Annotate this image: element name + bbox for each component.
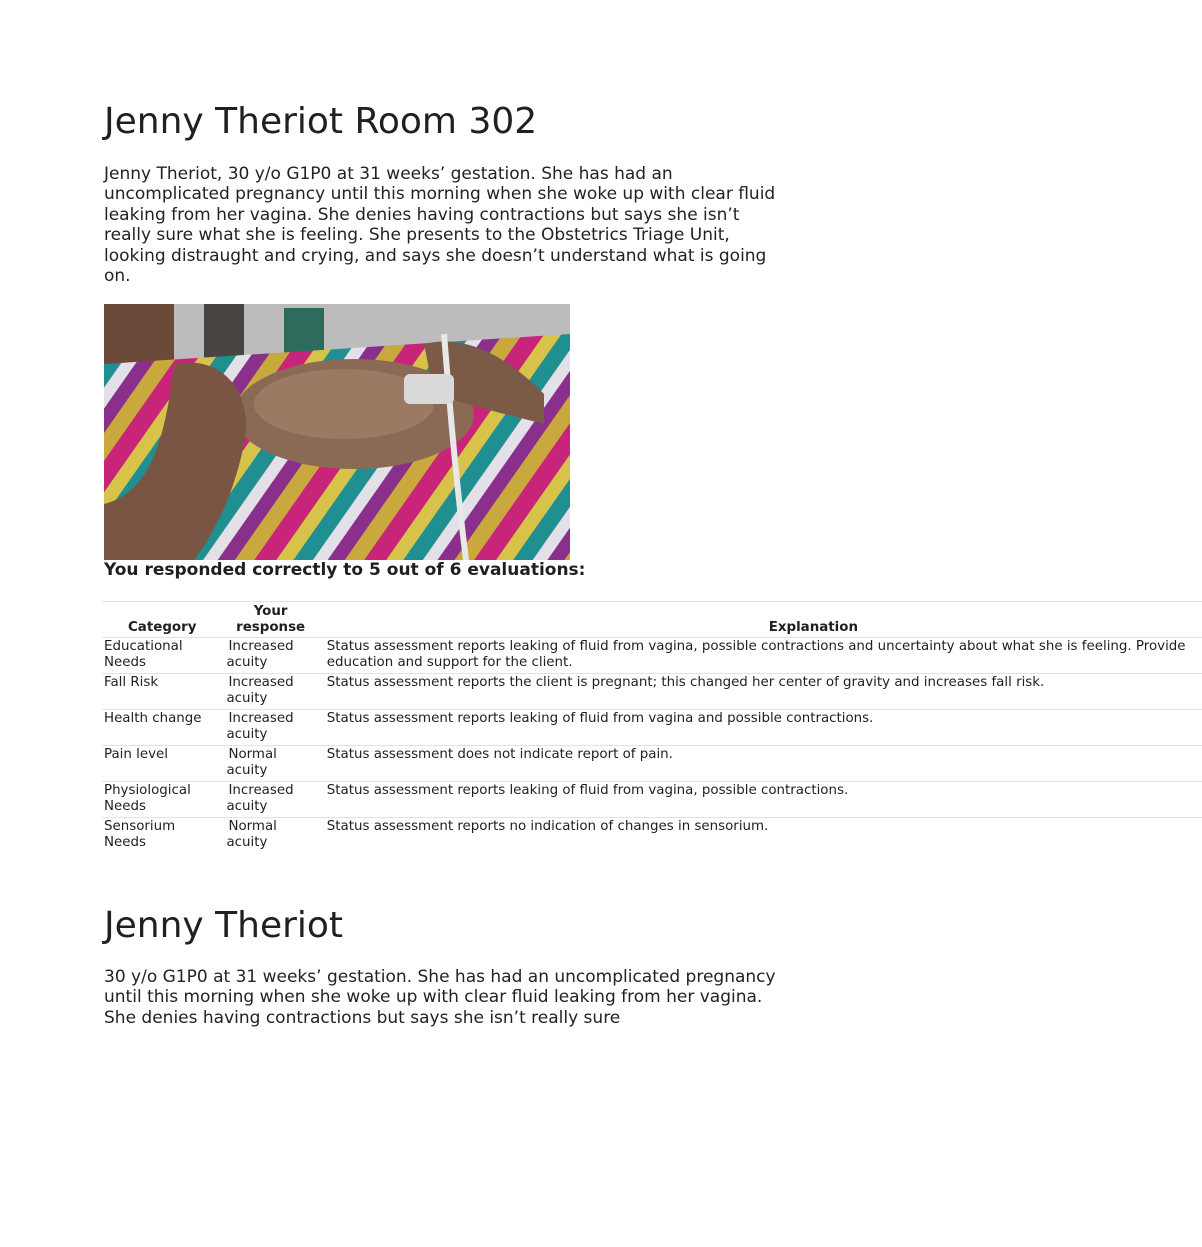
row-category: Health change <box>104 711 202 726</box>
row-explanation: Status assessment reports the client is pregnant; this changed her center of gravity and increases fall risk. <box>326 675 1045 690</box>
row-response-level: Increased <box>228 675 294 690</box>
row-response <box>222 674 318 710</box>
header-row <box>102 602 1202 638</box>
table-row <box>102 674 1202 710</box>
header-category: Category <box>127 620 197 635</box>
row-response-unit: acuity <box>226 727 268 742</box>
row-category: Sensorium Needs <box>104 819 176 850</box>
row-response-unit: acuity <box>226 799 268 814</box>
row-response-unit: acuity <box>226 655 268 670</box>
row-category: Fall Risk <box>104 675 159 690</box>
row-explanation: Status assessment reports leaking of fluid from vagina, possible contractions and uncertainty about what she is feeling. Provide education and support for the client. <box>326 639 1186 670</box>
row-category: Physiological Needs <box>104 783 191 814</box>
table-row <box>102 746 1202 782</box>
header-response <box>222 602 318 638</box>
row-explanation: Status assessment reports leaking of fluid from vagina and possible contractions. <box>326 711 874 726</box>
row-response-level: Increased <box>228 639 294 654</box>
header-explanation: Explanation <box>768 620 858 635</box>
row-response-level: Increased <box>228 711 294 726</box>
patient-ultrasound-photo <box>104 304 570 560</box>
patient-intro: Jenny Theriot, 30 y/o G1P0 at 31 weeks’ gestation. She has had an uncomplicated pregnancy until this morning when she woke up with clear fluid leaking from her vagina. She denies having contractions but says she isn’t really sure what she is feeling. She presents to the Obstetrics Triage Unit, looking distraught and crying, and says she doesn’t understand what is going on. <box>104 164 776 287</box>
row-response-unit: acuity <box>226 835 268 850</box>
row-category: Educational Needs <box>104 639 183 670</box>
row-response <box>222 818 318 854</box>
row-explanation: Status assessment reports leaking of fluid from vagina, possible contractions. <box>326 783 849 798</box>
row-response <box>222 782 318 818</box>
evaluation-table <box>102 601 1202 853</box>
header-response-line1: Your <box>253 604 288 619</box>
row-response-level: Normal <box>228 819 277 834</box>
header-response-line2: response <box>236 620 306 635</box>
row-response-unit: acuity <box>226 691 268 706</box>
evaluation-table-header <box>102 602 1202 638</box>
table-row <box>102 638 1202 674</box>
row-response-level: Normal <box>228 747 277 762</box>
row-response <box>222 710 318 746</box>
row-response-level: Increased <box>228 783 294 798</box>
row-category: Pain level <box>104 747 168 762</box>
row-response <box>222 746 318 782</box>
row-response <box>222 638 318 674</box>
table-row <box>102 710 1202 746</box>
row-explanation: Status assessment does not indicate report of pain. <box>326 747 673 762</box>
page-title: Jenny Theriot Room 302 <box>104 101 538 142</box>
patient-summary: 30 y/o G1P0 at 31 weeks’ gestation. She has had an uncomplicated pregnancy until this morning when she woke up with clear fluid leaking from her vagina. She denies having contractions but says she isn’t really sure <box>104 967 776 1028</box>
row-explanation: Status assessment reports no indication of changes in sensorium. <box>326 819 769 834</box>
row-response-unit: acuity <box>226 763 268 778</box>
section-title: Jenny Theriot <box>104 905 344 946</box>
result-summary: You responded correctly to 5 out of 6 evaluations: <box>104 560 586 580</box>
table-row <box>102 818 1202 854</box>
document-page <box>104 0 1186 1247</box>
table-row <box>102 782 1202 818</box>
